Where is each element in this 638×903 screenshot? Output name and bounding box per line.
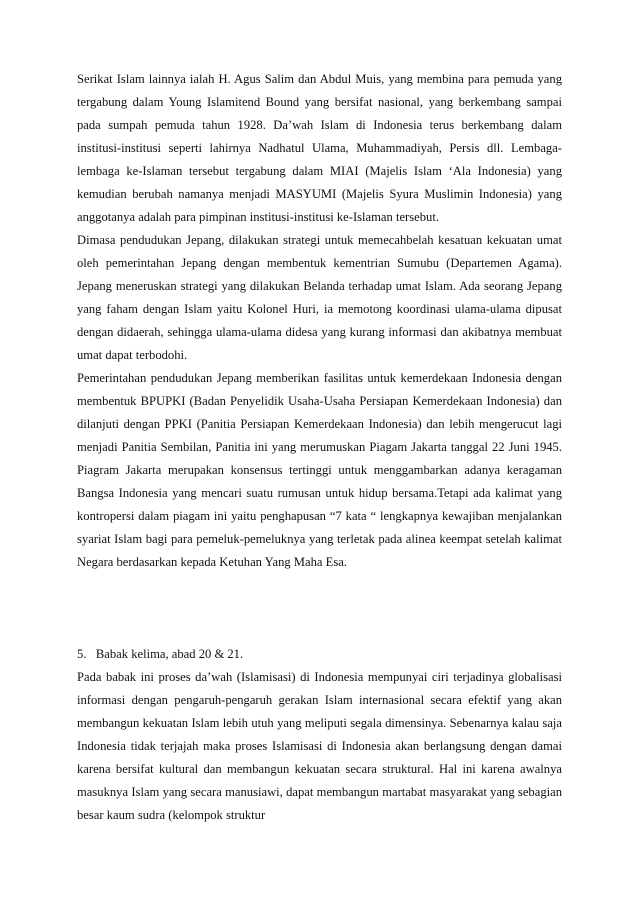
- blank-space: [77, 574, 562, 643]
- paragraph-babak-kelima: Pada babak ini proses da’wah (Islamisasi) di Indonesia mempunyai ciri terjadinya globalisasi informasi dengan pengaruh-pengaruh gerakan Islam internasional secara efektif yang akan membangun kekuatan Islam lebih utuh yang meliputi segala dimensinya. Sebenarnya kalau saja Indonesia tidak terjajah maka proses Islamisasi di Indonesia akan berlangsung dengan damai karena bersifat kultural dan membangun kekuatan secara struktural. Hal ini karena awalnya masuknya Islam yang secara manusiawi, dapat membangun martabat masyarakat yang sebagian besar kaum sudra (kelompok struktur: [77, 670, 562, 822]
- document-page: [77, 68, 562, 827]
- paragraph-piagam-jakarta: Pemerintahan pendudukan Jepang memberikan fasilitas untuk kemerdekaan Indonesia dengan membentuk BPUPKI (Badan Penyelidik Usaha-Usaha Persiapan Kemerdekaan Indonesia) dan dilanjuti dengan PPKI (Panitia Persiapan Kemerdekaan Indonesia) dan lebih mengerucut lagi menjadi Panitia Sembilan, Panitia ini yang merumuskan Piagam Jakarta tanggal 22 Juni 1945. Piagram Jakarta merupakan konsensus tertinggi untuk menggambarkan adanya keragaman Bangsa Indonesia yang mencari suatu rumusan untuk hidup bersama.Tetapi ada kalimat yang kontropersi dalam piagam ini yaitu penghapusan “7 kata “ lengkapnya kewajiban menjalankan syariat Islam bagi para pemeluk-pemeluknya yang terletak pada alinea keempat setelah kalimat Negara berdasarkan kepada Ketuhan Yang Maha Esa.: [77, 371, 562, 569]
- section-heading: 5. Babak kelima, abad 20 & 21.: [77, 647, 244, 661]
- paragraph-serikat-islam: Serikat Islam lainnya ialah H. Agus Salim dan Abdul Muis, yang membina para pemuda yang tergabung dalam Young Islamitend Bound yang bersifat nasional, yang berkembang sampai pada sumpah pemuda tahun 1928. Da’wah Islam di Indonesia terus berkembang dalam institusi-institusi seperti lahirnya Nadhatul Ulama, Muhammadiyah, Persis dll. Lembaga-lembaga ke-Islaman tersebut tergabung dalam MIAI (Majelis Islam ‘Ala Indonesia) yang kemudian berubah namanya menjadi MASYUMI (Majelis Syura Muslimin Indonesia) yang anggotanya adalah para pimpinan institusi-institusi ke-Islaman tersebut.: [77, 72, 562, 224]
- paragraph-pendudukan-jepang: Dimasa pendudukan Jepang, dilakukan strategi untuk memecahbelah kesatuan kekuatan umat oleh pemerintahan Jepang dengan membentuk kementrian Sumubu (Departemen Agama). Jepang meneruskan strategi yang dilakukan Belanda terhadap umat Islam. Ada seorang Jepang yang faham dengan Islam yaitu Kolonel Huri, ia memotong koordinasi ulama-ulama dipusat dengan didaerah, sehingga ulama-ulama didesa yang kurang informasi dan akibatnya membuat umat dapat terbodohi.: [77, 233, 562, 362]
